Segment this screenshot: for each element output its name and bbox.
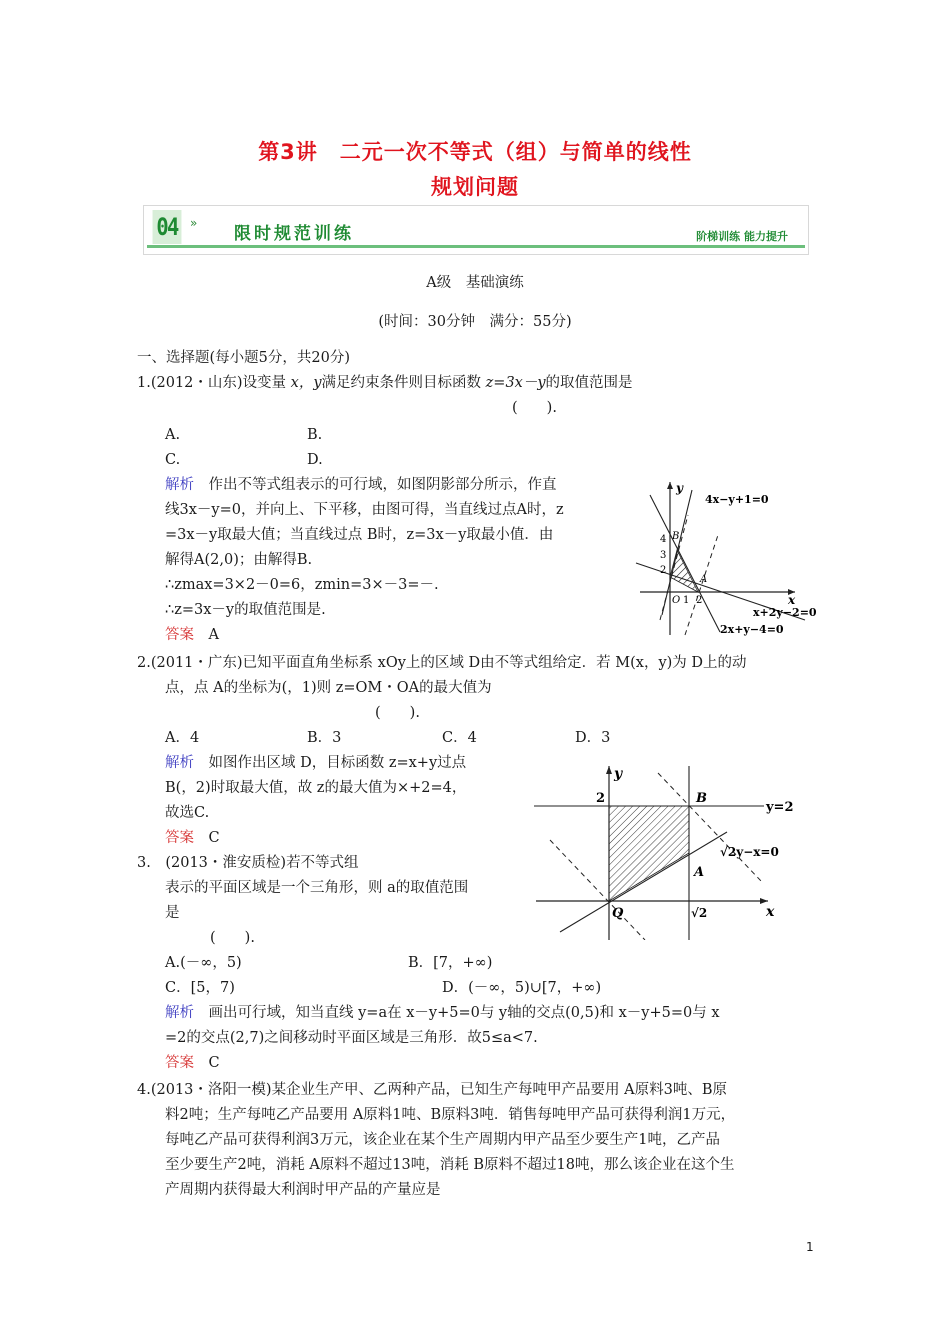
svg-text:2: 2 — [696, 595, 703, 606]
question-3-analysis-line: 解析 画出可行域，知当直线 y=a在 x－y+5=0与 y轴的交点(0,5)和 x－y+5=0与 x — [165, 1005, 720, 1021]
question-2-answer: 答案 C — [165, 830, 220, 846]
svg-text:1: 1 — [683, 595, 690, 606]
svg-text:4: 4 — [660, 534, 667, 545]
section-banner — [143, 205, 809, 255]
svg-text:y=2: y=2 — [766, 800, 794, 815]
question-2-analysis-line: B(，2)时取最大值，故 z的最大值为×+2=4， — [165, 780, 467, 796]
svg-text:x: x — [766, 904, 775, 920]
question-1-analysis-line: 线3x－y=0，并向上、下平移，由图可得，当直线过点A时，z — [165, 502, 564, 518]
svg-text:x: x — [788, 593, 796, 607]
question-1-option-c: C. — [165, 452, 181, 468]
svg-text:y: y — [676, 481, 683, 495]
question-3-option-b: B．[7，+∞) — [408, 955, 493, 971]
svg-text:3: 3 — [660, 550, 667, 561]
question-1-option-d: D. — [307, 452, 323, 468]
question-3-option-a: A.(－∞，5) — [165, 955, 242, 971]
question-1-blank: ( ). — [512, 400, 557, 416]
banner-slogan: 阶梯训练 能力提升 — [696, 230, 788, 243]
question-1-analysis-line: =3x－y取最大值；当直线过点 B时，z=3x－y取最小值．由 — [165, 527, 554, 543]
svg-text:A: A — [694, 865, 705, 880]
question-2-stem-line2: 点，点 A的坐标为(，1)则 z=OM・OA的最大值为 — [165, 680, 492, 696]
banner-number: 04 — [153, 210, 182, 244]
svg-text:O: O — [672, 595, 681, 606]
question-3-answer: 答案 C — [165, 1055, 220, 1071]
question-3-analysis-line: =2的交点(2,7)之间移动时平面区域是三角形．故5≤a<7. — [165, 1030, 538, 1046]
page-number: 1 — [806, 1240, 814, 1254]
svg-text:2: 2 — [596, 791, 606, 806]
question-2-option-b: B．3 — [307, 730, 342, 746]
page-title-line1: 第3讲 二元一次不等式（组）与简单的线性 — [258, 140, 692, 164]
question-2-analysis-line: 解析 如图作出区域 D，目标函数 z=x+y过点 — [165, 755, 467, 771]
question-2-stem-line1: 2.(2011・广东)已知平面直角坐标系 xOy上的区域 D由不等式组给定．若 M(x，y)为 D上的动 — [137, 655, 747, 671]
chevron-right-icon: » — [190, 216, 198, 230]
svg-text:y: y — [614, 766, 623, 782]
question-4-stem-line: 料2吨；生产每吨乙产品要用 A原料1吨、B原料3吨．销售每吨甲产品可获得利润1万元， — [165, 1107, 736, 1123]
question-4-stem-line: 至少要生产2吨，消耗 A原料不超过13吨，消耗 B原料不超过18吨，那么该企业在这个生 — [165, 1157, 735, 1173]
question-3-stem-line1: 3. (2013・淮安质检)若不等式组 — [137, 855, 359, 871]
question-1-figure — [620, 470, 820, 645]
svg-text:x+2y−2=0: x+2y−2=0 — [753, 606, 817, 619]
question-1-option-b: B. — [307, 427, 323, 443]
svg-text:2: 2 — [660, 565, 667, 576]
analysis-label: 解析 — [165, 755, 194, 771]
question-1-analysis-line: 解析 作出不等式组表示的可行域，如图阴影部分所示，作直 — [165, 477, 557, 493]
question-2-option-a: A．4 — [165, 730, 200, 746]
question-3-option-c: C．[5，7) — [165, 980, 235, 996]
question-3-stem-line3: 是 — [165, 905, 180, 921]
svg-text:√2y−x=0: √2y−x=0 — [720, 845, 779, 859]
question-3-option-d: D．(－∞，5)∪[7，+∞) — [442, 980, 602, 996]
answer-label: 答案 — [165, 830, 194, 846]
question-2-analysis-line: 故选C. — [165, 805, 210, 821]
svg-text:B: B — [696, 791, 707, 806]
svg-text:4x−y+1=0: 4x−y+1=0 — [705, 493, 769, 506]
answer-label: 答案 — [165, 627, 194, 643]
question-4-stem-line: 每吨乙产品可获得利润3万元，该企业在某个生产周期内甲产品至少要生产1吨，乙产品 — [165, 1132, 720, 1148]
banner-label: 限时规范训练 — [234, 224, 354, 244]
banner-rule — [147, 245, 805, 248]
page-title-line2: 规划问题 — [431, 175, 519, 199]
svg-text:√2: √2 — [691, 906, 708, 920]
question-3-blank: ( ). — [210, 930, 255, 946]
answer-label: 答案 — [165, 1055, 194, 1071]
question-3-stem-line2: 表示的平面区域是一个三角形，则 a的取值范围 — [165, 880, 469, 896]
question-4-stem-line: 产周期内获得最大利润时甲产品的产量应是 — [165, 1182, 441, 1198]
question-4-stem-line: 4.(2013・洛阳一模)某企业生产甲、乙两种产品，已知生产每吨甲产品要用 A原料3吨、B原 — [137, 1082, 728, 1098]
question-1-analysis-line: ∴z=3x－y的取值范围是. — [165, 602, 326, 618]
analysis-label: 解析 — [165, 1005, 194, 1021]
question-1-answer: 答案 A — [165, 627, 219, 643]
question-1-analysis-line: 解得A(2,0)；由解得B. — [165, 552, 313, 568]
question-1-stem: 1.(2012・山东)设变量 x，y满足约束条件则目标函数 z=3x－y的取值范围是 — [137, 375, 633, 391]
svg-text:Q: Q — [612, 906, 624, 921]
question-2-figure — [530, 760, 820, 940]
question-1-analysis-line: ∴zmax=3×2－0=6，zmin=3×－3=－. — [165, 577, 439, 593]
part-heading: 一、选择题(每小题5分，共20分) — [137, 350, 350, 366]
svg-text:A: A — [700, 574, 708, 585]
level-heading: A级 基础演练 — [426, 275, 524, 291]
time-info: (时间：30分钟 满分：55分) — [378, 314, 572, 330]
question-1-option-a: A. — [165, 427, 181, 443]
analysis-label: 解析 — [165, 477, 194, 493]
svg-text:2x+y−4=0: 2x+y−4=0 — [720, 623, 784, 636]
question-2-option-c: C．4 — [442, 730, 477, 746]
question-2-blank: ( ). — [375, 705, 420, 721]
svg-text:B: B — [672, 531, 680, 542]
question-2-option-d: D．3 — [575, 730, 611, 746]
